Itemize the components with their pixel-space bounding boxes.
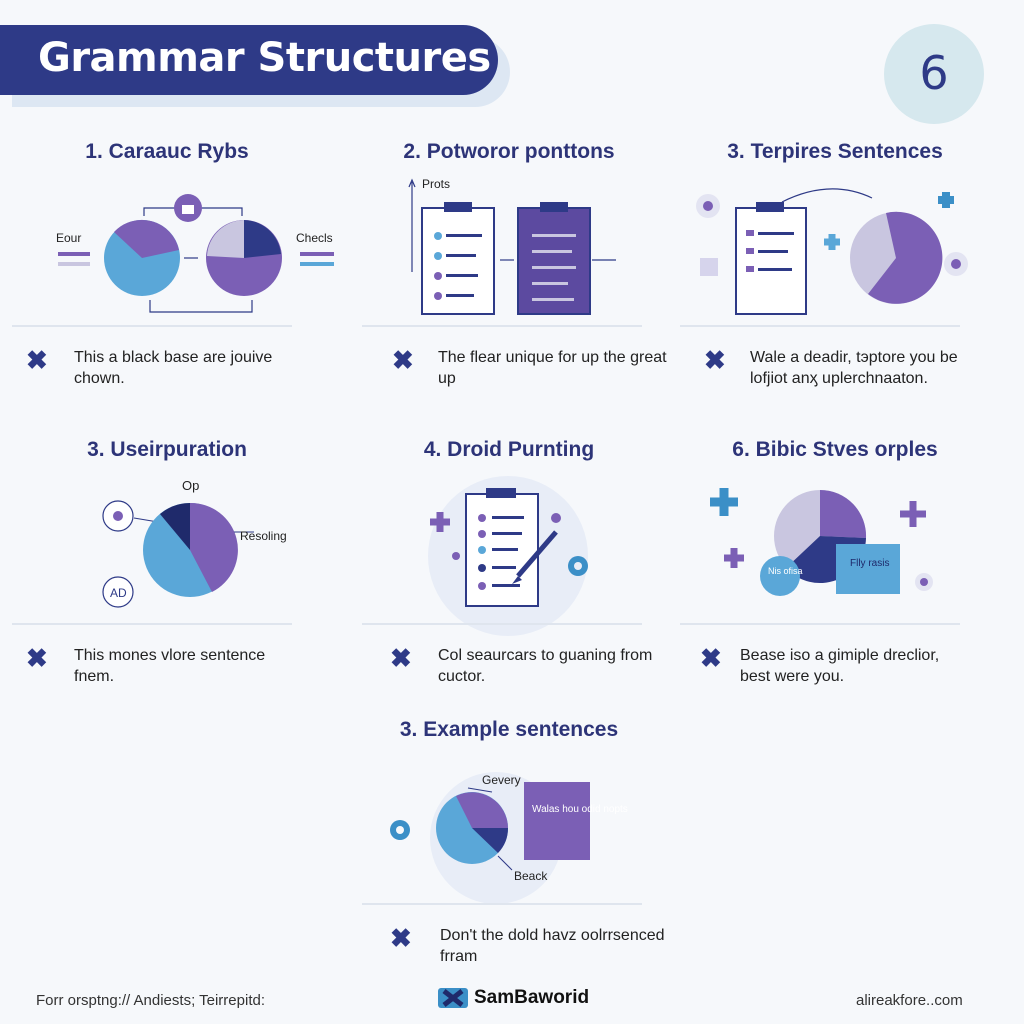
card-text: Bease iso a gimiple dreclior, best were you.: [740, 647, 940, 685]
card-divider: [362, 325, 642, 327]
curved-arrow: [782, 189, 872, 202]
label-top: Gevery: [482, 773, 521, 787]
card-text: Don't the dold havz oolrrsenced frram: [440, 927, 665, 965]
label-circle: [760, 556, 800, 596]
label-box: [524, 782, 590, 860]
gear-icon-center: [396, 826, 404, 834]
label-right: Resoling: [240, 529, 287, 543]
list-line: [446, 234, 482, 237]
list-bullet: [434, 292, 442, 300]
card-3: [690, 140, 970, 430]
list-line: [532, 298, 574, 301]
pie-slice: [244, 220, 281, 258]
clipboard-clip: [444, 202, 472, 212]
example-pie-illustration: [372, 750, 652, 900]
card-2: [372, 140, 667, 430]
list-line: [492, 548, 518, 551]
card-title: 3. Useirpuration: [87, 438, 247, 461]
plus-icon: [710, 488, 738, 516]
lock-icon-body: [182, 205, 194, 214]
list-line: [446, 274, 478, 277]
list-line: [492, 516, 524, 519]
list-line: [492, 584, 520, 587]
card-divider: [12, 623, 292, 625]
card-title: 2. Potworor ponttons: [403, 140, 615, 163]
plus-icon: [724, 548, 744, 568]
brand-name: SamBaworid: [474, 987, 590, 1008]
card-title: 6. Bibic Stves orples: [732, 438, 938, 461]
clipboard-pen-illustration: [372, 470, 652, 620]
clipboard-pie-illustration: [690, 172, 970, 322]
pie-labels-illustration: [22, 470, 302, 620]
plus-icon: [900, 501, 926, 527]
card-4: [22, 438, 302, 728]
card-7: [372, 718, 665, 1008]
list-line: [758, 268, 792, 271]
card-5: [372, 438, 652, 728]
list-line: [532, 266, 576, 269]
clipboard-icon: [422, 208, 494, 314]
card-text: Wale a deadir, tэptore you be lofjiot anӽ uplerchnaaton.: [750, 349, 958, 387]
label-top: Op: [182, 478, 200, 493]
close-icon[interactable]: ✖: [390, 643, 412, 673]
card-title: 3. Terpires Sentences: [727, 140, 943, 163]
flower-icon-center: [703, 201, 713, 211]
clipboard-clip: [756, 202, 784, 212]
list-line: [446, 294, 474, 297]
close-icon[interactable]: ✖: [390, 923, 412, 953]
card-text: This mones vlore sentence fnem.: [74, 647, 266, 685]
list-line: [446, 254, 476, 257]
list-bullet: [746, 248, 754, 254]
flower-icon-center: [951, 259, 961, 269]
card-1: [22, 140, 333, 430]
close-icon[interactable]: ✖: [392, 345, 414, 375]
clipboard-illustration: [372, 172, 652, 322]
legend-bar: [58, 252, 90, 256]
pie-box-illustration: [690, 470, 970, 620]
number-badge: [884, 24, 984, 124]
card-6: [690, 438, 970, 728]
list-bullet: [434, 272, 442, 280]
gear-icon-center: [574, 562, 582, 570]
list-bullet: [478, 546, 486, 554]
flower-icon-center: [113, 511, 123, 521]
card-title: 3. Example sentences: [399, 718, 619, 741]
legend-bar: [58, 262, 90, 266]
list-bullet: [478, 530, 486, 538]
legend-bar: [300, 252, 334, 256]
clipboard-clip: [540, 202, 568, 212]
dot-icon: [452, 552, 460, 560]
close-icon[interactable]: ✖: [26, 643, 48, 673]
card-text: This a black base are jouive chown.: [74, 349, 273, 387]
box-label: Walas hou odid nopts: [532, 804, 628, 815]
list-line: [758, 232, 794, 235]
plus-icon: [938, 192, 954, 208]
label-bottom: Beack: [514, 869, 548, 883]
card-divider: [362, 903, 642, 905]
list-bullet: [746, 230, 754, 236]
list-bullet: [434, 252, 442, 260]
list-bullet: [478, 514, 486, 522]
footer-text-left: Forr orsptng:// Andiests; Teirrepitd:: [36, 992, 265, 1009]
pie-comparison-illustration: [22, 172, 333, 322]
list-line: [532, 282, 568, 285]
leaf-icon: [700, 258, 718, 276]
label-bottom: AD: [110, 586, 127, 600]
dot-icon: [551, 513, 561, 523]
clipboard-icon: [736, 208, 806, 314]
label-left: Eour: [56, 231, 82, 245]
card-divider: [680, 325, 960, 327]
card-title: 1. Caraauc Rybs: [85, 140, 249, 163]
pie-slice: [207, 220, 244, 258]
title-banner: [0, 25, 498, 95]
close-icon[interactable]: ✖: [700, 643, 722, 673]
card-title: 4. Droid Purnting: [423, 438, 595, 461]
circle-label: Nis ofisa: [768, 566, 803, 576]
label-box: [836, 544, 900, 594]
card-divider: [12, 325, 292, 327]
connector-line: [150, 300, 252, 312]
close-icon[interactable]: ✖: [704, 345, 726, 375]
card-text: Col seaurcars to guaning from cuctor.: [438, 647, 653, 685]
list-bullet: [478, 582, 486, 590]
list-line: [492, 566, 516, 569]
card-text: The flear unique for up the great up: [438, 349, 667, 387]
list-line: [532, 234, 576, 237]
brand-logo-icon: [438, 986, 468, 1010]
list-bullet: [434, 232, 442, 240]
pie-slice: [820, 490, 866, 538]
list-line: [492, 532, 522, 535]
list-line: [758, 250, 788, 253]
flower-icon-center: [920, 578, 928, 586]
axis-label: Prots: [422, 177, 451, 191]
card-divider: [362, 623, 642, 625]
plus-icon: [824, 234, 840, 250]
clipboard-clip: [486, 488, 516, 498]
footer-brand[interactable]: [438, 986, 589, 1010]
legend-bar: [300, 262, 334, 266]
close-icon[interactable]: ✖: [26, 345, 48, 375]
list-bullet: [478, 564, 486, 572]
list-line: [532, 250, 572, 253]
box-label: Flly rasis: [850, 558, 890, 569]
badge-number: 6: [919, 46, 949, 100]
card-divider: [680, 623, 960, 625]
list-bullet: [746, 266, 754, 272]
page-title: Grammar Structures: [38, 35, 491, 81]
footer-text-right[interactable]: alireakfore..com: [856, 992, 963, 1009]
label-right: Checls: [296, 231, 333, 245]
